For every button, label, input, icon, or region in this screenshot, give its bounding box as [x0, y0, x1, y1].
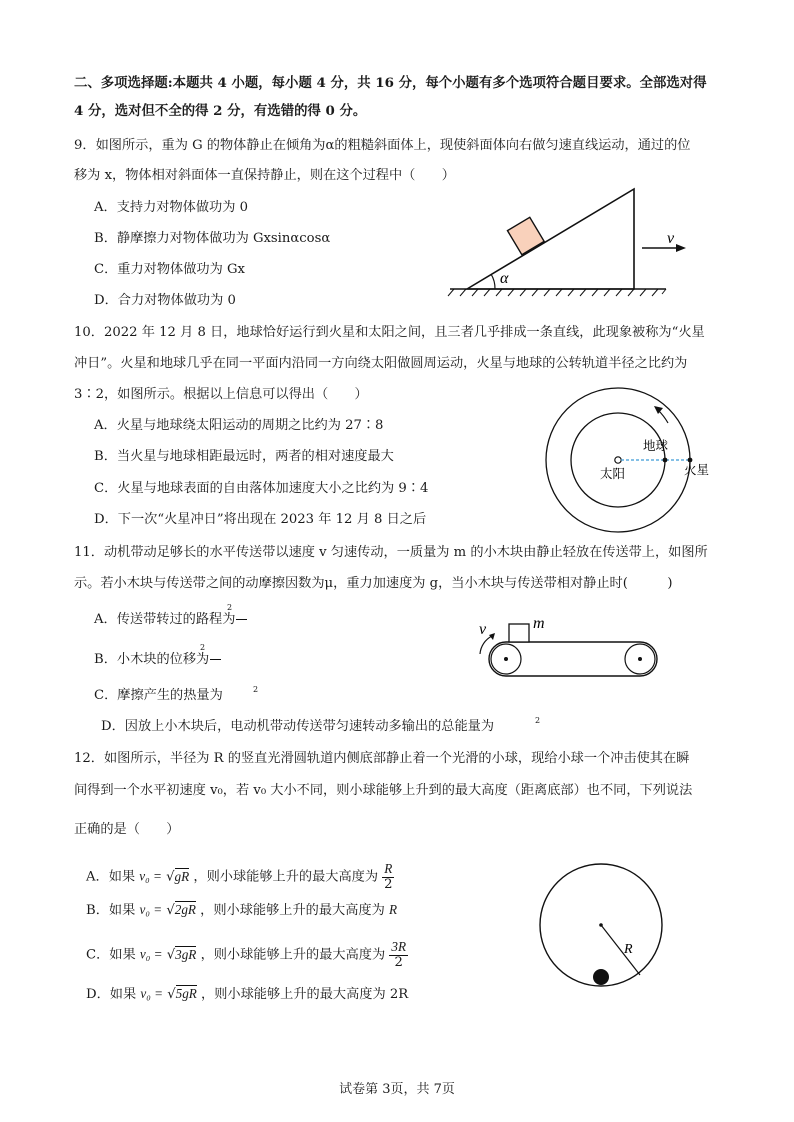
angle-label: α — [500, 270, 509, 287]
q9-option-b: B．静摩擦力对物体做功为 Gxsinαcosα — [94, 231, 331, 246]
q12-stem-line3: 正确的是（ ） — [74, 822, 180, 837]
q12-option-d-v0: v₀ = — [140, 986, 163, 1001]
section-heading-line1: 二、多项选择题:本题共 4 小题，每小题 4 分，共 16 分，每个小题有多个选项符合题目要求。全部选对得 — [74, 75, 707, 91]
q11-option-b — [94, 653, 221, 666]
q12-option-b-sqrt: √ — [166, 903, 175, 918]
q11-option-c-sup: 2 — [253, 685, 259, 694]
q11-option-b-sup: 2 — [200, 643, 206, 652]
q11-stem-line2: 示。若小木块与传送带之间的动摩擦因数为μ，重力加速度为 g，当小木块与传送带相对静止时( ) — [74, 576, 673, 591]
q10-stem-line3: 3∶2，如图所示。根据以上信息可以得出（ ） — [74, 387, 368, 402]
q11-option-a-fraction-bar — [236, 619, 247, 620]
q12-option-a-v0: v₀ = — [139, 868, 162, 884]
q9-option-d: D．合力对物体做功为 0 — [94, 293, 236, 308]
q12-option-c-num: 3R — [391, 939, 407, 954]
right-roller-axle — [638, 657, 642, 661]
q10-option-d: D．下一次“火星冲日”将出现在 2023 年 12 月 8 日之后 — [94, 512, 427, 527]
q12-option-a-mid: ，则小球能够上升的最大高度为 — [193, 869, 379, 885]
q11-option-b-fraction-bar — [210, 659, 221, 660]
q12-option-b-prefix: B．如果 — [86, 903, 136, 918]
q12-option-b-root: 2gR — [174, 902, 196, 917]
q11-option-a-sup: 2 — [227, 603, 233, 612]
q10-stem-line2: 冲日”。火星和地球几乎在同一平面内沿同一方向绕太阳做圆周运动，火星与地球的公转轨道半径之比约为 — [74, 356, 688, 371]
q12-option-a-den: 2 — [384, 876, 393, 892]
block-mass-label: m — [533, 615, 545, 632]
q12-option-c-den: 2 — [394, 954, 403, 970]
q12-option-c-prefix: C．如果 — [86, 947, 136, 963]
q11-option-b-text: B．小木块的位移为 — [94, 652, 210, 667]
incline-figure — [440, 186, 700, 298]
q10-option-a: A．火星与地球绕太阳运动的周期之比约为 27∶8 — [94, 418, 384, 433]
block-on-incline — [507, 217, 544, 254]
left-roller-axle — [504, 657, 508, 661]
circular-track-figure — [536, 858, 666, 994]
sun-label: 太阳 — [600, 466, 626, 481]
q12-option-a-root: gR — [174, 868, 190, 884]
q11-option-d-sup: 2 — [535, 716, 541, 725]
radius-label: R — [624, 942, 633, 957]
q12-option-d-mid: ，则小球能够上升的最大高度为 — [201, 987, 386, 1002]
q12-stem-line1: 12．如图所示，半径为 R 的竖直光滑圆轨道内侧底部静止着一个光滑的小球，现给小球一个冲击使其在瞬 — [74, 751, 690, 766]
radius-line — [601, 925, 640, 975]
orbit-direction-arrowhead — [654, 406, 663, 414]
q9-stem-line1: 9．如图所示，重为 G 的物体静止在倾角为α的粗糙斜面体上，现使斜面体向右做匀速直线运动，通过的位 — [74, 138, 691, 153]
belt-velocity-label: v — [479, 621, 487, 638]
q12-stem-line2: 间得到一个水平初速度 v₀，若 v₀ 大小不同，则小球能够上升到的最大高度（距离底部）也不同，下列说法 — [74, 783, 693, 798]
q12-option-c-mid: ，则小球能够上升的最大高度为 — [200, 947, 386, 963]
q12-option-d-prefix: D．如果 — [86, 987, 137, 1002]
q12-option-b-mid: ，则小球能够上升的最大高度为 — [200, 903, 385, 918]
wooden-block — [509, 624, 529, 642]
orbit-figure — [540, 384, 740, 534]
q11-stem-line1: 11．动机带动足够长的水平传送带以速度 v 匀速传动，一质量为 m 的小木块由静止轻放在传送带上，如图所 — [74, 545, 708, 560]
conveyor-figure — [474, 612, 670, 686]
mars-label: 火星 — [684, 462, 710, 477]
q12-option-c-v0: v₀ = — [139, 946, 163, 962]
q9-stem-line2: 移为 x，物体相对斜面体一直保持静止，则在这个过程中（ ） — [74, 168, 455, 183]
q12-option-a — [86, 862, 394, 892]
q11-option-c: C．摩擦产生的热量为 — [94, 688, 223, 703]
earth-label: 地球 — [643, 438, 669, 453]
earth-marker — [663, 458, 668, 463]
q12-option-d-sqrt: √ — [167, 987, 176, 1002]
velocity-arrowhead — [676, 244, 686, 252]
q11-option-d: D．因放上小木块后，电动机带动传送带匀速转动多输出的总能量为 — [101, 719, 495, 734]
q10-stem-line1: 10．2022 年 12 月 8 日，地球恰好运行到火星和太阳之间，且三者几乎排成一条直线，此现象被称为“火星 — [74, 325, 705, 340]
q12-option-c-fraction — [389, 940, 408, 970]
q12-option-a-fraction — [382, 862, 394, 892]
q12-option-b-tail: R — [389, 902, 398, 917]
sun-marker — [615, 457, 621, 463]
velocity-label: v — [667, 230, 675, 247]
q9-option-a: A．支持力对物体做功为 0 — [94, 200, 248, 215]
ground-hatch — [448, 289, 666, 296]
q12-option-d — [86, 987, 408, 1001]
section-heading-line2: 4 分，选对但不全的得 2 分，有选错的得 0 分。 — [74, 103, 367, 119]
small-ball — [593, 969, 609, 985]
q12-option-c-sqrt: √ — [166, 947, 176, 963]
q12-option-c-root: 3gR — [175, 946, 197, 962]
q11-option-a-text: A．传送带转过的路程为 — [94, 612, 236, 627]
page-footer: 试卷第 3页，共 7页 — [339, 1082, 455, 1097]
incline-wedge — [467, 189, 634, 289]
q12-option-a-sqrt: √ — [166, 869, 175, 885]
q11-option-a — [94, 613, 247, 626]
q12-option-b-v0: v₀ = — [139, 902, 163, 917]
q12-option-a-num: R — [384, 861, 393, 876]
q12-option-c — [86, 940, 408, 970]
q12-option-b — [86, 903, 397, 917]
angle-arc — [491, 274, 495, 289]
q12-option-d-root: 5gR — [175, 986, 197, 1001]
q9-option-c: C．重力对物体做功为 Gx — [94, 262, 245, 277]
q12-option-d-tail: 2R — [389, 987, 409, 1002]
q10-option-b: B．当火星与地球相距最远时，两者的相对速度最大 — [94, 449, 394, 464]
q12-option-a-prefix: A．如果 — [86, 869, 136, 885]
q10-option-c: C．火星与地球表面的自由落体加速度大小之比约为 9∶4 — [94, 481, 429, 496]
